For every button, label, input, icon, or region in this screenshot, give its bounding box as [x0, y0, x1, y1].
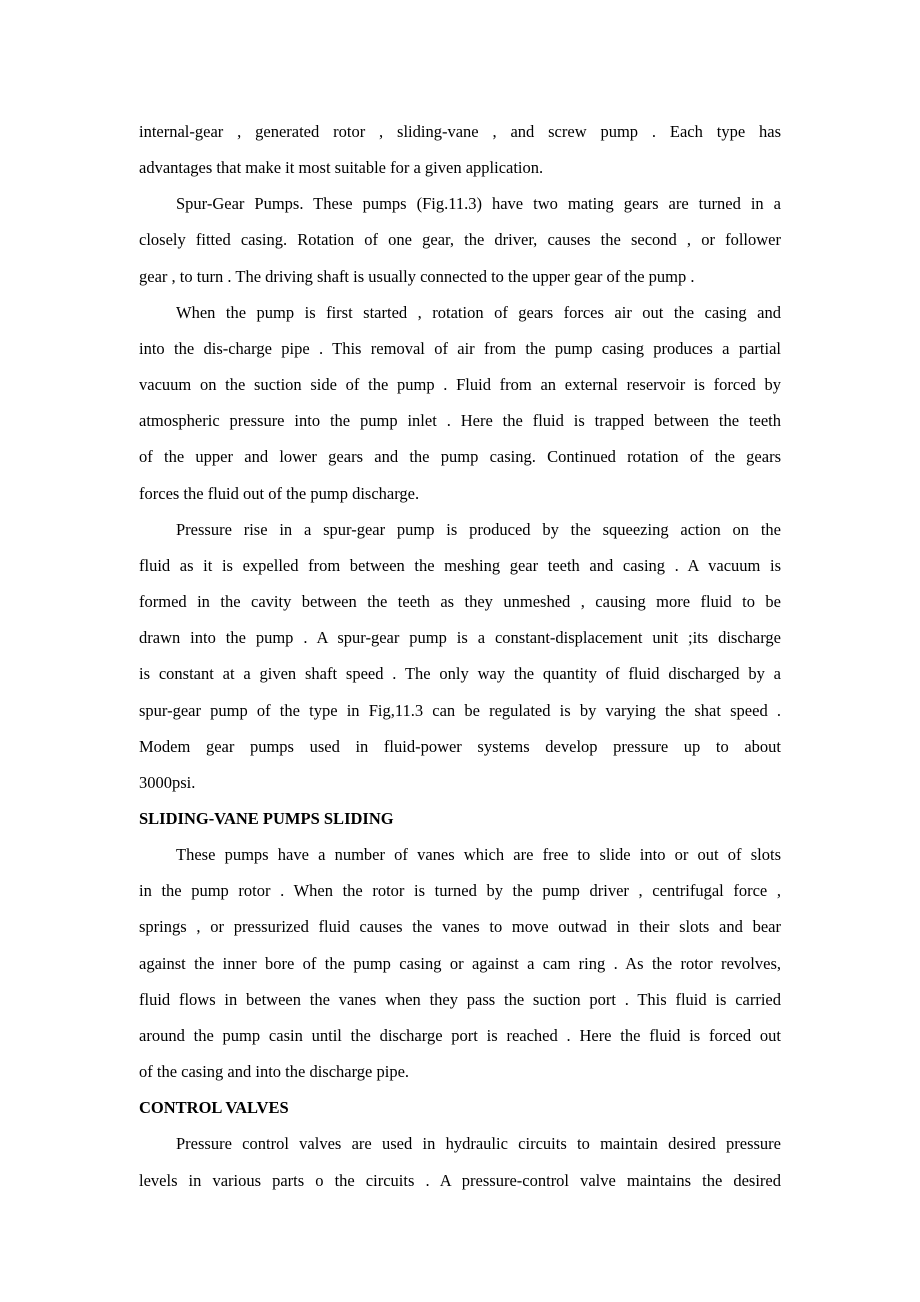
paragraph-line: Modem gear pumps used in fluid-power systems develop pressure up to about: [139, 736, 781, 756]
paragraph-line: in the pump rotor . When the rotor is turned by the pump driver , centrifugal force ,: [139, 881, 781, 901]
paragraph-line: drawn into the pump . A spur-gear pump is a constant-displacement unit ;its discharge: [139, 628, 781, 648]
body-paragraph: [139, 114, 781, 186]
paragraph-line: is constant at a given shaft speed . The only way the quantity of fluid discharged by a: [139, 664, 781, 684]
paragraph-line: of the casing and into the discharge pipe.: [139, 1062, 410, 1082]
paragraph-line: fluid as it is expelled from between the meshing gear teeth and casing . A vacuum is: [139, 555, 781, 575]
paragraph-line: Pressure control valves are used in hydraulic circuits to maintain desired pressure: [176, 1134, 781, 1154]
paragraph-line: atmospheric pressure into the pump inlet . Here the fluid is trapped between the teeth: [139, 411, 781, 431]
paragraph-line: vacuum on the suction side of the pump . Fluid from an external reservoir is forced by: [139, 375, 781, 395]
paragraph-line: When the pump is first started , rotation of gears forces air out the casing and: [176, 302, 781, 322]
paragraph-line: levels in various parts o the circuits . A pressure-control valve maintains the desired: [139, 1170, 781, 1190]
paragraph-line: Spur-Gear Pumps. These pumps (Fig.11.3) have two mating gears are turned in a: [176, 194, 781, 214]
body-paragraph: [139, 186, 781, 294]
body-paragraph: [139, 1126, 781, 1198]
section-heading: CONTROL VALVES: [139, 1098, 289, 1118]
paragraph-line: against the inner bore of the pump casing or against a cam ring . As the rotor revolves,: [139, 953, 781, 973]
body-paragraph: [139, 837, 781, 1090]
paragraph-line: Pressure rise in a spur-gear pump is produced by the squeezing action on the: [176, 519, 781, 539]
section-heading: SLIDING-VANE PUMPS SLIDING: [139, 808, 394, 828]
paragraph-line: around the pump casin until the discharge port is reached . Here the fluid is forced out: [139, 1025, 781, 1045]
paragraph-line: 3000psi.: [139, 772, 196, 792]
paragraph-line: internal-gear , generated rotor , sliding-vane , and screw pump . Each type has: [139, 122, 781, 141]
paragraph-line: fluid flows in between the vanes when they pass the suction port . This fluid is carried: [139, 989, 781, 1009]
paragraph-line: forces the fluid out of the pump discharge.: [139, 483, 420, 503]
body-paragraph: [139, 512, 781, 801]
paragraph-line: closely fitted casing. Rotation of one gear, the driver, causes the second , or follower: [139, 230, 781, 250]
body-paragraph: [139, 295, 781, 512]
paragraph-line: into the dis-charge pipe . This removal of air from the pump casing produces a partial: [139, 338, 781, 358]
paragraph-line: spur-gear pump of the type in Fig,11.3 can be regulated is by varying the shat speed .: [139, 700, 781, 720]
paragraph-line: gear , to turn . The driving shaft is usually connected to the upper gear of the pump .: [139, 266, 695, 286]
paragraph-line: formed in the cavity between the teeth as they unmeshed , causing more fluid to be: [139, 592, 781, 612]
paragraph-line: springs , or pressurized fluid causes the vanes to move outwad in their slots and bear: [139, 917, 781, 937]
paragraph-line: These pumps have a number of vanes which are free to slide into or out of slots: [176, 845, 781, 865]
document-page: [139, 114, 781, 1199]
paragraph-line: of the upper and lower gears and the pump casing. Continued rotation of the gears: [139, 447, 781, 467]
paragraph-line: advantages that make it most suitable for a given application.: [139, 158, 544, 178]
